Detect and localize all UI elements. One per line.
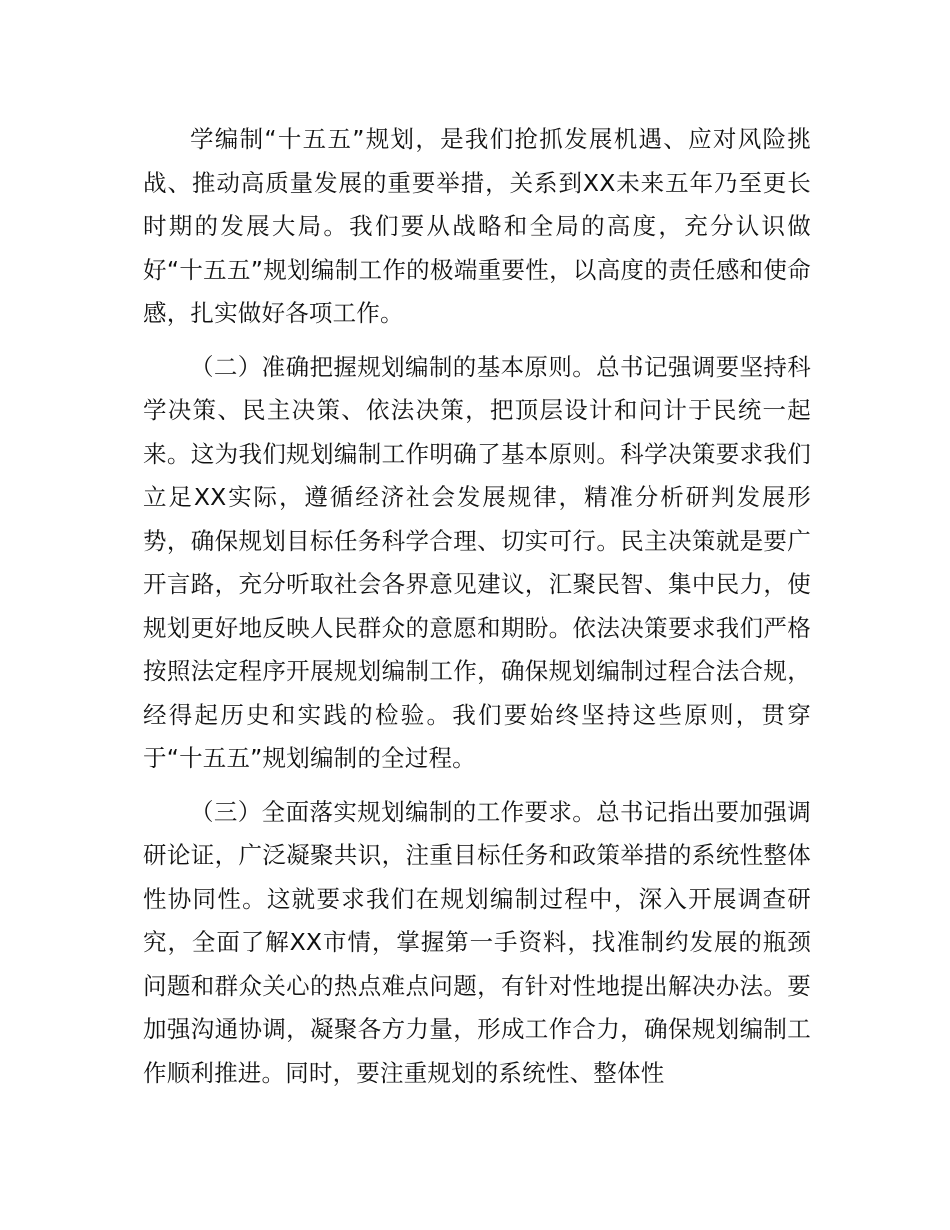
- paragraph-section-3: （三）全面落实规划编制的工作要求。总书记指出要加强调研论证，广泛凝聚共识，注重目标任务和政策举措的系统性整体性协同性。这就要求我们在规划编制过程中，深入开展调查研究，全面了解XX市情，掌握第一手资料，找准制约发展的瓶颈问题和群众关心的热点难点问题，有针对性地提出解决办法。要加强沟通协调，凝聚各方力量，形成工作合力，确保规划编制工作顺利推进。同时，要注重规划的系统性、整体性: [143, 797, 811, 1087]
- paragraph-section-2: （二）准确把握规划编制的基本原则。总书记强调要坚持科学决策、民主决策、依法决策，把顶层设计和问计于民统一起来。这为我们规划编制工作明确了基本原则。科学决策要求我们立足XX实际，遵循经济社会发展规律，精准分析研判发展形势，确保规划目标任务科学合理、切实可行。民主决策就是要广开言路，充分听取社会各界意见建议，汇聚民智、集中民力，使规划更好地反映人民群众的意愿和期盼。依法决策要求我们严格按照法定程序开展规划编制工作，确保规划编制过程合法合规，经得起历史和实践的检验。我们要始终坚持这些原则，贯穿于“十五五”规划编制的全过程。: [143, 352, 811, 772]
- paragraph-continuation: 学编制“十五五”规划，是我们抢抓发展机遇、应对风险挑战、推动高质量发展的重要举措，关系到XX未来五年乃至更长时期的发展大局。我们要从战略和全局的高度，充分认识做好“十五五”规划编制工作的极端重要性，以高度的责任感和使命感，扎实做好各项工作。: [143, 125, 811, 327]
- document-body: [143, 118, 811, 1105]
